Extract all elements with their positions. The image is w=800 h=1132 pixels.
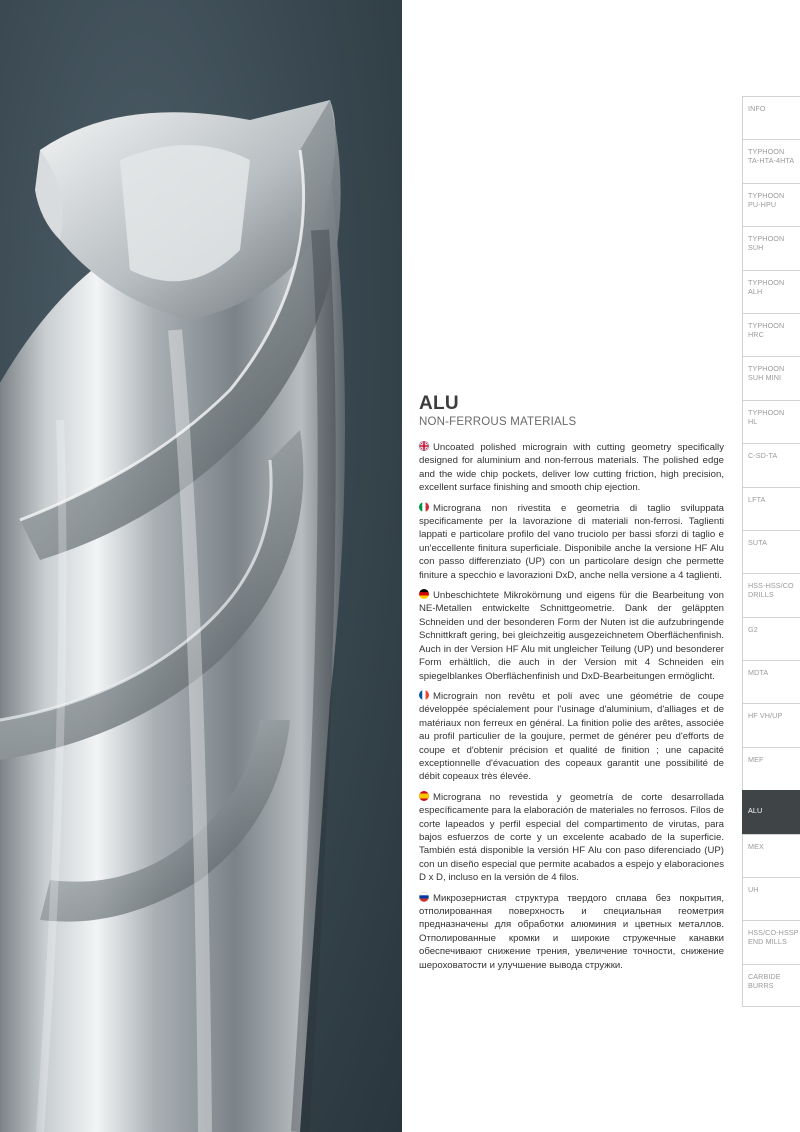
tab-typhoon-hrc[interactable]: TYPHOON HRC	[742, 313, 800, 356]
uk-flag-icon	[419, 441, 429, 451]
paragraph-es	[419, 791, 724, 885]
tab-lfta[interactable]: LFTA	[742, 487, 800, 530]
tab-typhoon-suh-mini[interactable]: TYPHOON SUH MINI	[742, 356, 800, 399]
tab-typhoon-alh[interactable]: TYPHOON ALH	[742, 270, 800, 313]
paragraph-text: Micrograna no revestida y geometría de corte desarrollada específicamente para la elaboración de materiales no ferrosos. Filos de corte lapeados y perfil especial del compartimento de virutas, para bajos esfuerzos de corte y un excelente acabado de la superficie. También está disponible la versión HF Alu con paso diferenciado (UP) con un diseño especial que permite acabados a espejo y elaboraciones D x D, incluso en la versión de 4 filos.	[419, 791, 724, 884]
tab-hss-drills[interactable]: HSS-HSS/CO DRILLS	[742, 573, 800, 616]
tab-mdta[interactable]: MDTA	[742, 660, 800, 703]
main-content	[419, 393, 724, 979]
paragraph-ru	[419, 892, 724, 972]
tab-typhoon-pu-hpu[interactable]: TYPHOON PU-HPU	[742, 183, 800, 226]
paragraph-fr	[419, 690, 724, 784]
tab-typhoon-ta-hta-4hta[interactable]: TYPHOON TA-HTA-4HTA	[742, 139, 800, 182]
tab-mef[interactable]: MEF	[742, 747, 800, 790]
germany-flag-icon	[419, 589, 429, 599]
tab-typhoon-suh[interactable]: TYPHOON SUH	[742, 226, 800, 269]
tab-hss-end-mills[interactable]: HSS/CO-HSSP END MILLS	[742, 920, 800, 963]
tab-hf-vh-up[interactable]: HF VH/UP	[742, 703, 800, 746]
page-title: ALU	[419, 393, 459, 414]
tab-typhoon-hl[interactable]: TYPHOON HL	[742, 400, 800, 443]
paragraph-de	[419, 589, 724, 683]
paragraph-text: Микрозернистая структура твердого сплава без покрытия, отполированная поверхность и специальная геометрия предназначены для обработки алюминия и цветных металлов. Отполированные кромки и широкие стружечные канавки обеспечивают снижение трения, увеличение точности, снижение шероховатости и улучшение вывода стружки.	[419, 892, 724, 971]
tab-info[interactable]: INFO	[742, 96, 800, 139]
section-tabs	[742, 96, 800, 1007]
tab-carbide-burrs[interactable]: CARBIDE BURRS	[742, 964, 800, 1007]
paragraph-text: Micrograna non rivestita e geometria di taglio sviluppata specificamente per la lavorazione di materiali non-ferrosi. Taglienti lappati e particolare profilo del vano truciolo per bassi sforzi di taglio e un'eccellente finitura superficiale. Disponibile anche la versione HF Alu con passo differenziato (UP) con un particolare design che permette finiture a specchio e lavorazioni DxD, anche nella versione a 4 taglienti.	[419, 502, 724, 581]
paragraph-text: Uncoated polished micrograin with cutting geometry specifically designed for aluminium and non-ferrous materials. The polished edge and the wide chip pockets, deliver low cutting friction, high precision, excellent surface finishing and smooth chip ejection.	[419, 442, 724, 494]
tab-uh[interactable]: UH	[742, 877, 800, 920]
tab-suta[interactable]: SUTA	[742, 530, 800, 573]
tab-g2[interactable]: G2	[742, 617, 800, 660]
paragraph-it	[419, 502, 724, 582]
italy-flag-icon	[419, 502, 429, 512]
tab-c-sd-ta[interactable]: C-SD-TA	[742, 443, 800, 486]
paragraph-text: Micrograin non revêtu et poli avec une géométrie de coupe développée spécialement pour l'usinage d'aluminium, d'alliages et de matériaux non ferreux en général. La finition polie des arêtes, associée au profil particulier de la goujure, permet de générer peu d'efforts de coupe et d'obtenir précision et qualité de finition ; une capacité exceptionnelle d'évacuation des copeaux garantit une possibilité de débit copeaux très élevée.	[419, 690, 724, 783]
russia-flag-icon	[419, 892, 429, 902]
page-subtitle: NON-FERROUS MATERIALS	[419, 416, 577, 428]
paragraph-text: Unbeschichtete Mikrokörnung und eigens für die Bearbeitung von NE-Metallen entwickelte Schnittgeometrie. Dank der geläppten Schneiden und der besonderen Form der Nuten ist die aufzubringende Schnittkraft gering, bei gleichzeitig ausgezeichnetem Oberflächenfinish. Auch in der Version HF Alu mit ungleicher Teilung (UP) und besonderer Form erhältlich, die auch in der Version mit 4 Schneiden ein spiegelblankes Oberflächenfinish und DxD-Bearbeitungen ermöglicht.	[419, 590, 724, 682]
tab-mex[interactable]: MEX	[742, 834, 800, 877]
tab-alu[interactable]: ALU	[742, 790, 800, 833]
paragraph-en	[419, 441, 724, 495]
france-flag-icon	[419, 690, 429, 700]
spain-flag-icon	[419, 791, 429, 801]
